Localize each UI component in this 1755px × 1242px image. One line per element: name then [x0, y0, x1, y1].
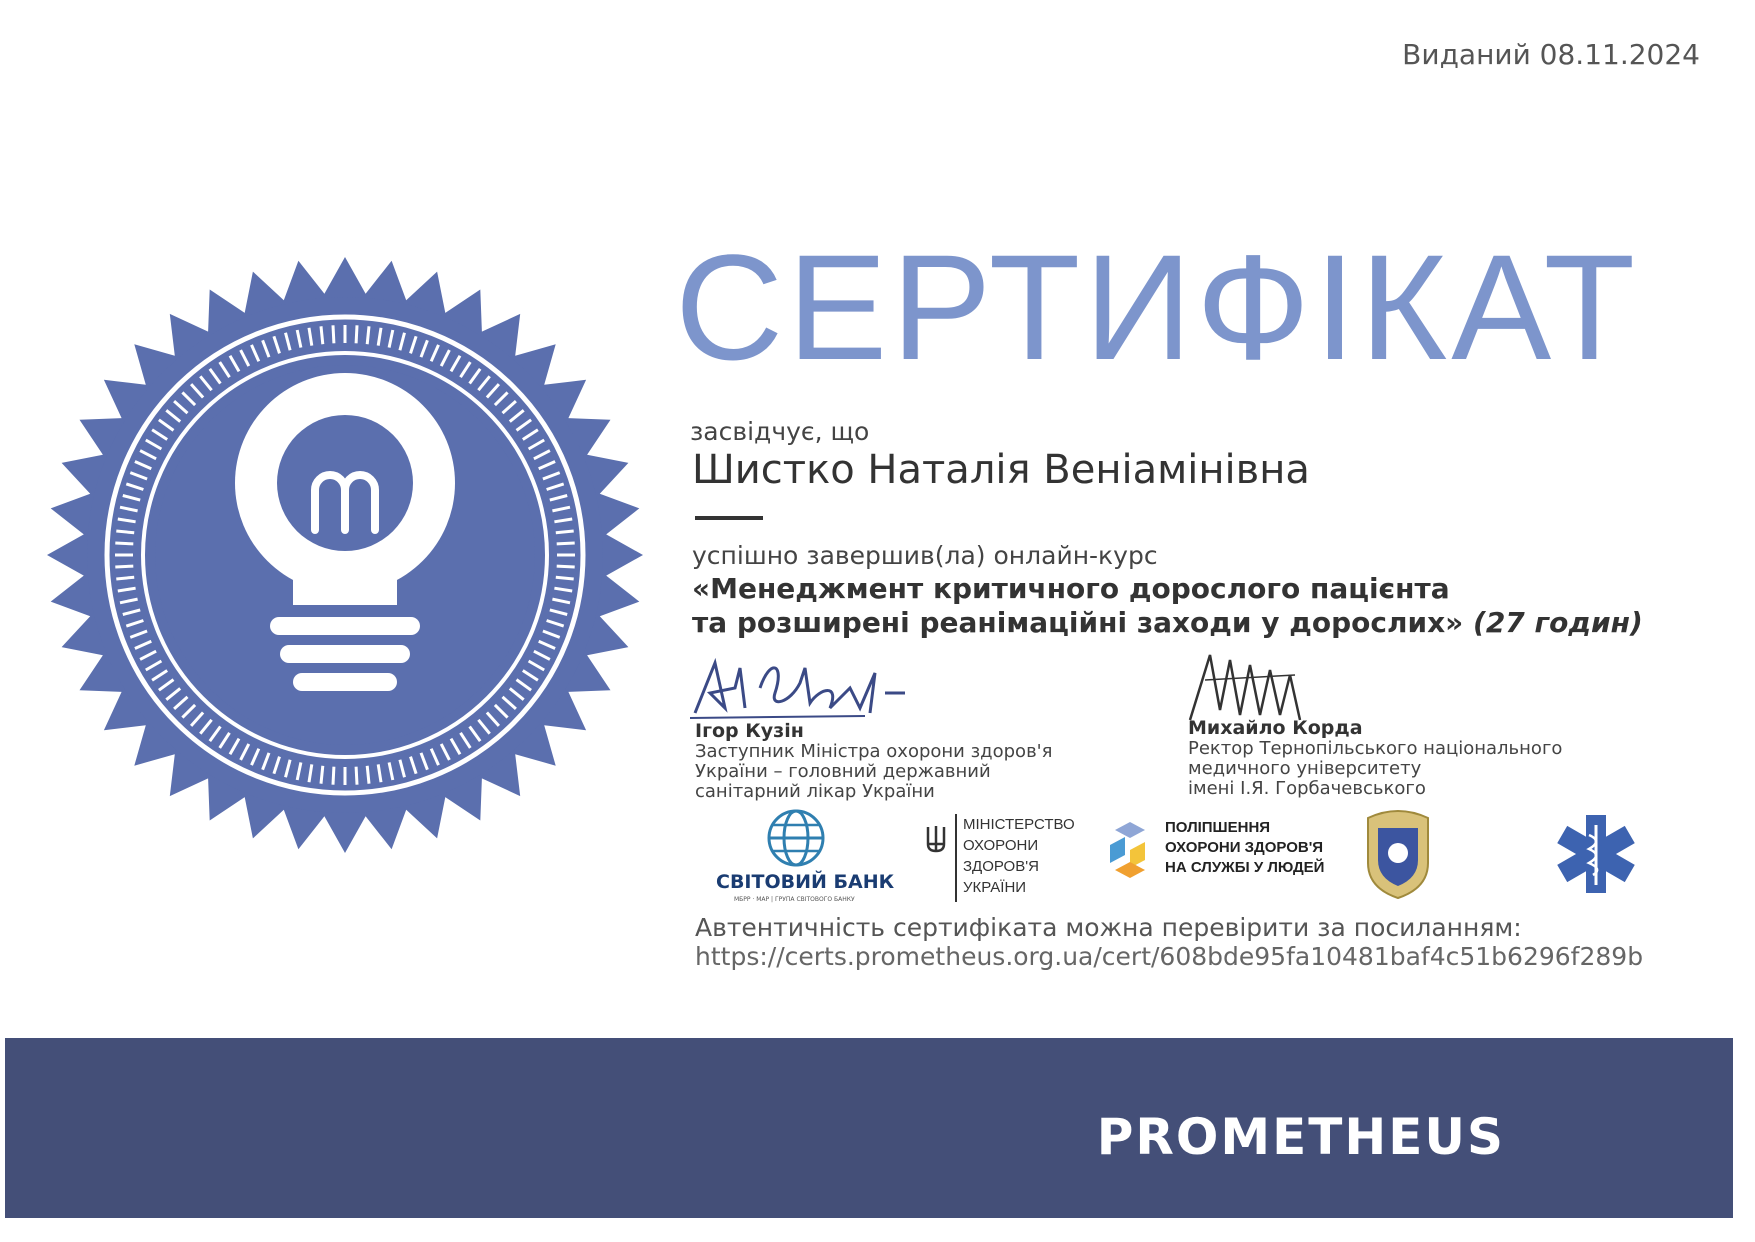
signatory-role-line: медичного університету: [1188, 758, 1422, 779]
signatory-name: Михайло Корда: [1188, 717, 1363, 739]
health-project-logo: [1105, 818, 1355, 898]
seal-tick: [116, 577, 134, 579]
signature-korda: [1185, 640, 1325, 725]
university-crest-icon: [1358, 808, 1438, 900]
world-bank-sublabel: МБРР · МАР | ГРУПА СВІТОВОГО БАНКУ: [734, 896, 855, 903]
ministry-line: ОХОРОНИ: [963, 837, 1039, 854]
health-project-line: ПОЛІПШЕННЯ: [1165, 819, 1271, 836]
seal-tick: [557, 566, 575, 567]
seal-tick: [557, 543, 575, 544]
ministry-line: МІНІСТЕРСТВО: [963, 816, 1075, 833]
signatory-role-line: санітарний лікар України: [695, 781, 935, 802]
health-project-line: НА СЛУЖБІ У ЛЮДЕЙ: [1165, 859, 1325, 876]
seal-tick: [356, 325, 357, 343]
course-title: [692, 572, 1692, 640]
seal-tick: [115, 543, 133, 544]
seal-tick: [356, 767, 357, 785]
completed-text: успішно завершив(ла) онлайн-курс: [692, 541, 1158, 570]
world-bank-label: СВІТОВИЙ БАНК: [716, 871, 895, 893]
issue-date: Виданий 08.11.2024: [1402, 38, 1700, 71]
ministry-line: ЗДОРОВ'Я: [963, 858, 1039, 875]
verification-label: Автентичність сертифіката можна перевірити за посиланням:: [695, 913, 1522, 942]
ministry-logo: [925, 814, 1075, 904]
signature-kuzin: [690, 648, 930, 728]
lightbulb-seal-icon: [45, 255, 645, 855]
health-project-text: [1165, 818, 1324, 878]
divider: [695, 516, 763, 520]
signatory-kuzin: [695, 720, 1095, 802]
seal-tick: [556, 577, 574, 579]
signatory-role-line: імені І.Я. Горбачевського: [1188, 778, 1426, 799]
signatory-name: Ігор Кузін: [695, 720, 804, 742]
globe-icon: [765, 808, 827, 868]
health-project-line: ОХОРОНИ ЗДОРОВ'Я: [1165, 839, 1324, 856]
cube-icon: [1105, 820, 1155, 890]
prometheus-logo: PROMETHEUS: [1096, 1108, 1505, 1166]
world-bank-logo: [700, 808, 895, 908]
certifies-text: засвідчує, що: [690, 417, 870, 446]
seal-tick: [333, 767, 334, 785]
signatory-role-line: Ректор Тернопільського національного: [1188, 738, 1563, 759]
seal-tick: [333, 325, 334, 343]
ministry-text: [963, 814, 1075, 898]
seal-tick: [556, 531, 574, 533]
course-line-2: та розширені реанімаційні заходи у дорослих»: [692, 606, 1464, 639]
star-of-life-icon: [1555, 813, 1637, 895]
signatory-korda: [1188, 717, 1608, 799]
recipient-name: Шистко Наталія Веніамінівна: [692, 447, 1310, 493]
seal-tick: [321, 766, 323, 784]
certificate-title: СЕРТИФІКАТ: [675, 223, 1640, 391]
seal-tick: [116, 531, 134, 533]
verification-link[interactable]: https://certs.prometheus.org.ua/cert/608bde95fa10481baf4c51b6296f289b: [695, 942, 1644, 971]
signatory-role-line: Заступник Міністра охорони здоров'я: [695, 741, 1053, 762]
trident-icon: [925, 824, 947, 854]
seal-tick: [115, 566, 133, 567]
ministry-divider: [955, 814, 957, 902]
course-hours: (27 годин): [1473, 606, 1643, 639]
seal-tick: [367, 326, 369, 344]
ministry-line: УКРАЇНИ: [963, 879, 1027, 896]
course-line-1: «Менеджмент критичного дорослого пацієнта: [692, 572, 1450, 605]
signatory-role-line: України – головний державний: [695, 761, 991, 782]
seal-tick: [321, 326, 323, 344]
seal-tick: [367, 766, 369, 784]
partner-logos: [700, 808, 1650, 908]
